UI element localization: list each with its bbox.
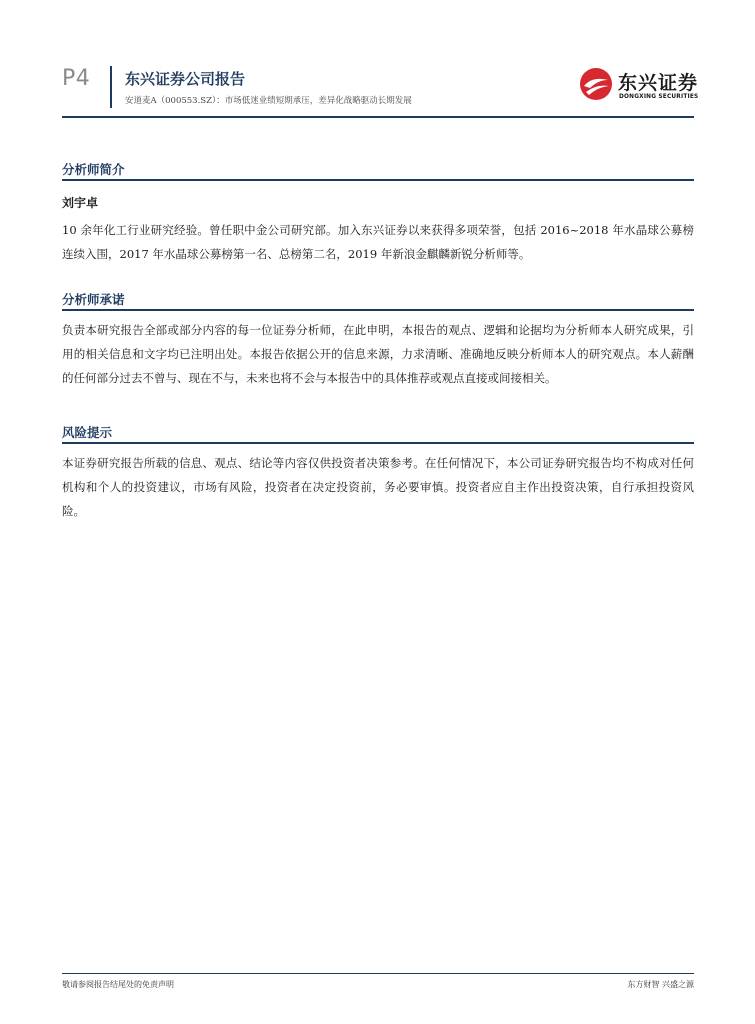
- logo-text-cn: 东兴证券: [618, 72, 699, 94]
- report-title: 东兴证券公司报告: [125, 70, 246, 88]
- analyst-name: 刘宇卓: [62, 196, 99, 210]
- section-heading-analyst-commitment: 分析师承诺: [62, 292, 125, 307]
- section-heading-risk-warning: 风险提示: [62, 425, 113, 440]
- header-divider-bar: [110, 66, 112, 108]
- page-header: [0, 0, 755, 118]
- page-number: P4: [62, 66, 91, 91]
- footer-disclaimer-note: 敬请参阅报告结尾处的免责声明: [62, 980, 174, 989]
- section-rule-analyst-intro: [62, 179, 694, 181]
- report-subtitle: 安道麦A（000553.SZ）：市场低迷业绩短期承压，差异化战略驱动长期发展: [125, 96, 412, 106]
- company-logo: [578, 66, 698, 106]
- risk-warning-text: 本证券研究报告所载的信息、观点、结论等内容仅供投资者决策参考。在任何情况下，本公司证券研究报告均不构成对任何机构和个人的投资建议，市场有风险，投资者在决定投资前，务必要审慎。投资者应自主作出投资决策，自行承担投资风险。: [62, 456, 694, 518]
- analyst-bio: 10 余年化工行业研究经验。曾任职中金公司研究部。加入东兴证券以来获得多项荣誉，包括 2016~2018 年水晶球公募榜连续入围，2017 年水晶球公募榜第一名、总榜第二名，2019 年新浪金麒麟新锐分析师等。: [62, 223, 694, 261]
- section-rule-analyst-commitment: [62, 309, 694, 311]
- footer-slogan: 东方财智 兴盛之源: [627, 980, 694, 989]
- section-heading-analyst-intro: 分析师简介: [62, 162, 125, 177]
- logo-text-en: DONGXING SECURITIES: [619, 94, 699, 100]
- analyst-commitment-text: 负责本研究报告全部或部分内容的每一位证券分析师，在此申明，本报告的观点、逻辑和论据均为分析师本人研究成果，引用的相关信息和文字均已注明出处。本报告依据公开的信息来源，力求清晰、准确地反映分析师本人的研究观点。本人薪酬的任何部分过去不曾与、现在不与，未来也将不会与本报告中的具体推荐或观点直接或间接相关。: [62, 323, 694, 385]
- footer-rule: [62, 973, 694, 974]
- header-rule: [62, 116, 694, 118]
- section-rule-risk-warning: [62, 442, 694, 444]
- dongxing-logo-icon: [578, 66, 614, 102]
